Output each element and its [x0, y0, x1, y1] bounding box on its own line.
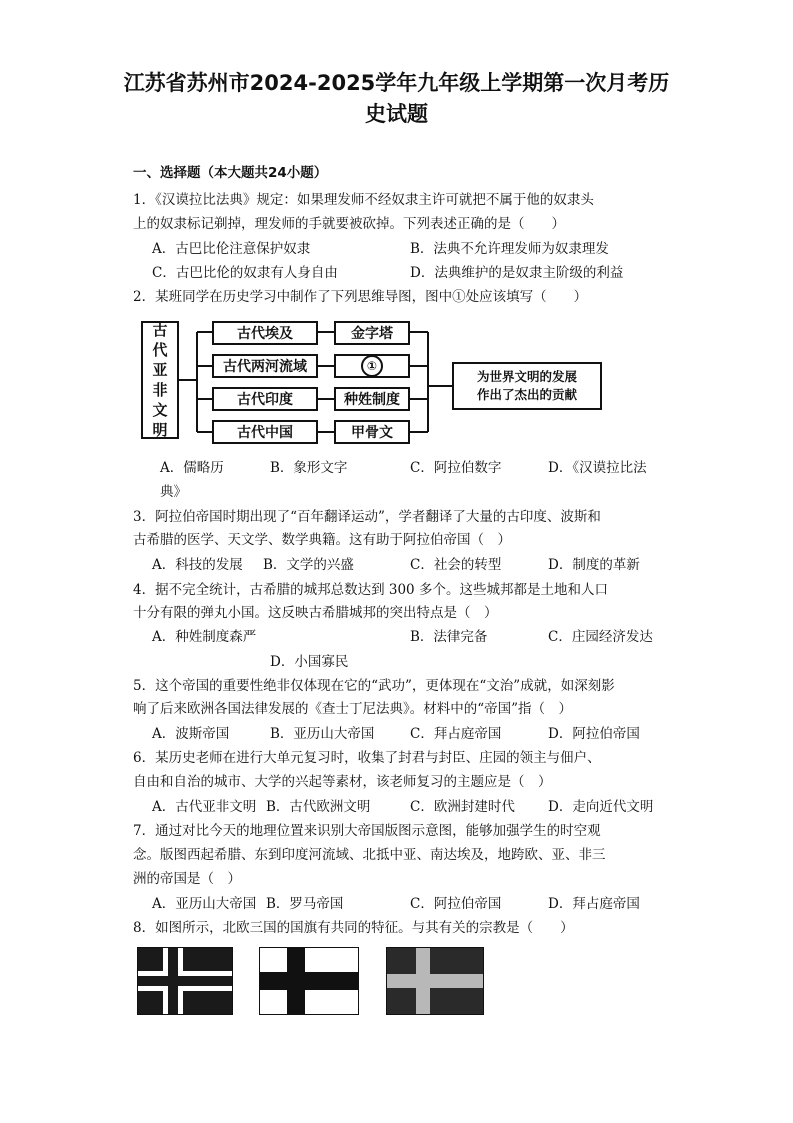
- q2-option-d[interactable]: D．《汉谟拉比法: [548, 460, 647, 476]
- root-char: 明: [152, 421, 168, 439]
- q1-option-a[interactable]: A．古巴比伦注意保护奴隶: [152, 241, 311, 257]
- q6-option-d[interactable]: D．走向近代文明: [548, 799, 654, 815]
- q3-option-a[interactable]: A．科技的发展: [152, 557, 243, 573]
- title-line-1: 江苏省苏州市2024-2025学年九年级上学期第一次月考历: [123, 71, 670, 95]
- q5-option-c[interactable]: C．拜占庭帝国: [410, 726, 502, 742]
- q4-option-b[interactable]: B．法律完备: [410, 629, 488, 645]
- q5-option-b[interactable]: B．亚历山大帝国: [270, 726, 375, 742]
- q7-option-d[interactable]: D．拜占庭帝国: [548, 896, 640, 912]
- root-char: 文: [152, 401, 168, 419]
- mind-map-item-oracle: 甲骨文: [334, 420, 410, 444]
- q3-stem-line2: 古希腊的医学、天文学、数学典籍。这有助于阿拉伯帝国（ ）: [133, 532, 511, 548]
- mind-map-item-blank: [334, 354, 410, 378]
- root-char: 代: [152, 341, 168, 359]
- q4-option-c[interactable]: C．庄园经济发达: [548, 629, 653, 645]
- mind-map-item-caste: 种姓制度: [334, 387, 410, 411]
- flag-norway-image: [137, 947, 233, 1015]
- result-line-2: 作出了杰出的贡献: [476, 387, 577, 402]
- q3-option-c[interactable]: C．社会的转型: [410, 557, 502, 573]
- q7-option-a[interactable]: A．亚历山大帝国: [152, 896, 257, 912]
- q5-option-d[interactable]: D．阿拉伯帝国: [548, 726, 640, 742]
- section-heading: 一、选择题（本大题共24小题）: [133, 165, 328, 181]
- mind-map-civ-india: 古代印度: [212, 387, 318, 411]
- root-char: 非: [152, 381, 168, 399]
- flag-sweden-image: [386, 947, 484, 1015]
- q8-stem-line1: 8．如图所示，北欧三国的国旗有共同的特征。与其有关的宗教是（ ）: [133, 920, 574, 936]
- q1-stem-line1: 1．《汉谟拉比法典》规定：如果理发师不经奴隶主许可就把不属于他的奴隶头: [133, 192, 594, 208]
- q4-stem-line2: 十分有限的弹丸小国。这反映古希腊城邦的突出特点是（ ）: [133, 605, 498, 621]
- q3-option-b[interactable]: B．文学的兴盛: [263, 557, 354, 573]
- q3-stem-line1: 3．阿拉伯帝国时期出现了“百年翻译运动”，学者翻译了大量的古印度、波斯和: [133, 509, 601, 525]
- q6-stem-line2: 自由和自治的城市、大学的兴起等素材，该老师复习的主题应是（ ）: [133, 774, 552, 790]
- q4-option-d[interactable]: D．小国寡民: [270, 654, 349, 670]
- title-line-2: 史试题: [365, 102, 428, 126]
- q5-stem-line1: 5．这个帝国的重要性绝非仅体现在它的“武功”，更体现在“文治”成就，如深刻影: [133, 678, 615, 694]
- q7-option-b[interactable]: B．罗马帝国: [266, 896, 344, 912]
- q2-option-b[interactable]: B．象形文字: [270, 460, 348, 476]
- q5-option-a[interactable]: A．波斯帝国: [152, 726, 230, 742]
- mind-map-civ-mesopotamia: 古代两河流域: [212, 354, 318, 378]
- q2-stem-line1: 2．某班同学在历史学习中制作了下列思维导图，图中①处应该填写（ ）: [133, 289, 588, 305]
- mind-map-civ-egypt: 古代埃及: [212, 321, 318, 345]
- q1-option-d[interactable]: D．法典维护的是奴隶主阶级的利益: [410, 265, 624, 281]
- q4-stem-line1: 4．据不完全统计，古希腊的城邦总数达到 300 多个。这些城邦都是土地和人口: [133, 582, 608, 598]
- q1-stem-line2: 上的奴隶标记剃掉，理发师的手就要被砍掉。下列表述正确的是（ ）: [133, 216, 565, 232]
- q7-option-c[interactable]: C．阿拉伯帝国: [410, 896, 502, 912]
- root-char: 古: [152, 321, 168, 339]
- q1-option-b[interactable]: B．法典不允许理发师为奴隶理发: [410, 241, 609, 257]
- q6-option-c[interactable]: C．欧洲封建时代: [410, 799, 515, 815]
- mind-map-civ-china: 古代中国: [212, 420, 318, 444]
- mind-map-item-pyramid: 金字塔: [334, 321, 410, 345]
- q7-stem-line3: 洲的帝国是（ ）: [133, 871, 241, 887]
- q1-option-c[interactable]: C．古巴比伦的奴隶有人身自由: [152, 265, 338, 281]
- q6-stem-line1: 6．某历史老师在进行大单元复习时，收集了封君与封臣、庄园的领主与佃户、: [133, 750, 601, 766]
- q5-stem-line2: 响了后来欧洲各国法律发展的《查士丁尼法典》。材料中的“帝国”指（ ）: [133, 701, 573, 717]
- q3-option-d[interactable]: D．制度的革新: [548, 557, 640, 573]
- circled-number-one: ①: [361, 355, 383, 377]
- flag-finland-image: [259, 947, 359, 1015]
- q7-stem-line1: 7．通过对比今天的地理位置来识别大帝国版图示意图，能够加强学生的时空观: [133, 823, 601, 839]
- q6-option-a[interactable]: A．古代亚非文明: [152, 799, 257, 815]
- mind-map-root: [141, 321, 179, 439]
- result-line-1: 为世界文明的发展: [476, 369, 577, 384]
- q2-option-d-cont: 典》: [160, 484, 187, 500]
- q6-option-b[interactable]: B．古代欧洲文明: [266, 799, 371, 815]
- mind-map-result: [452, 362, 602, 410]
- q2-option-c[interactable]: C．阿拉伯数字: [410, 460, 502, 476]
- q4-option-a[interactable]: A．种姓制度森严: [152, 629, 257, 645]
- q2-option-a[interactable]: A．儒略历: [160, 460, 224, 476]
- root-char: 亚: [152, 361, 168, 379]
- q7-stem-line2: 念。版图西起希腊、东到印度河流域、北抵中亚、南达埃及，地跨欧、亚、非三: [133, 847, 606, 863]
